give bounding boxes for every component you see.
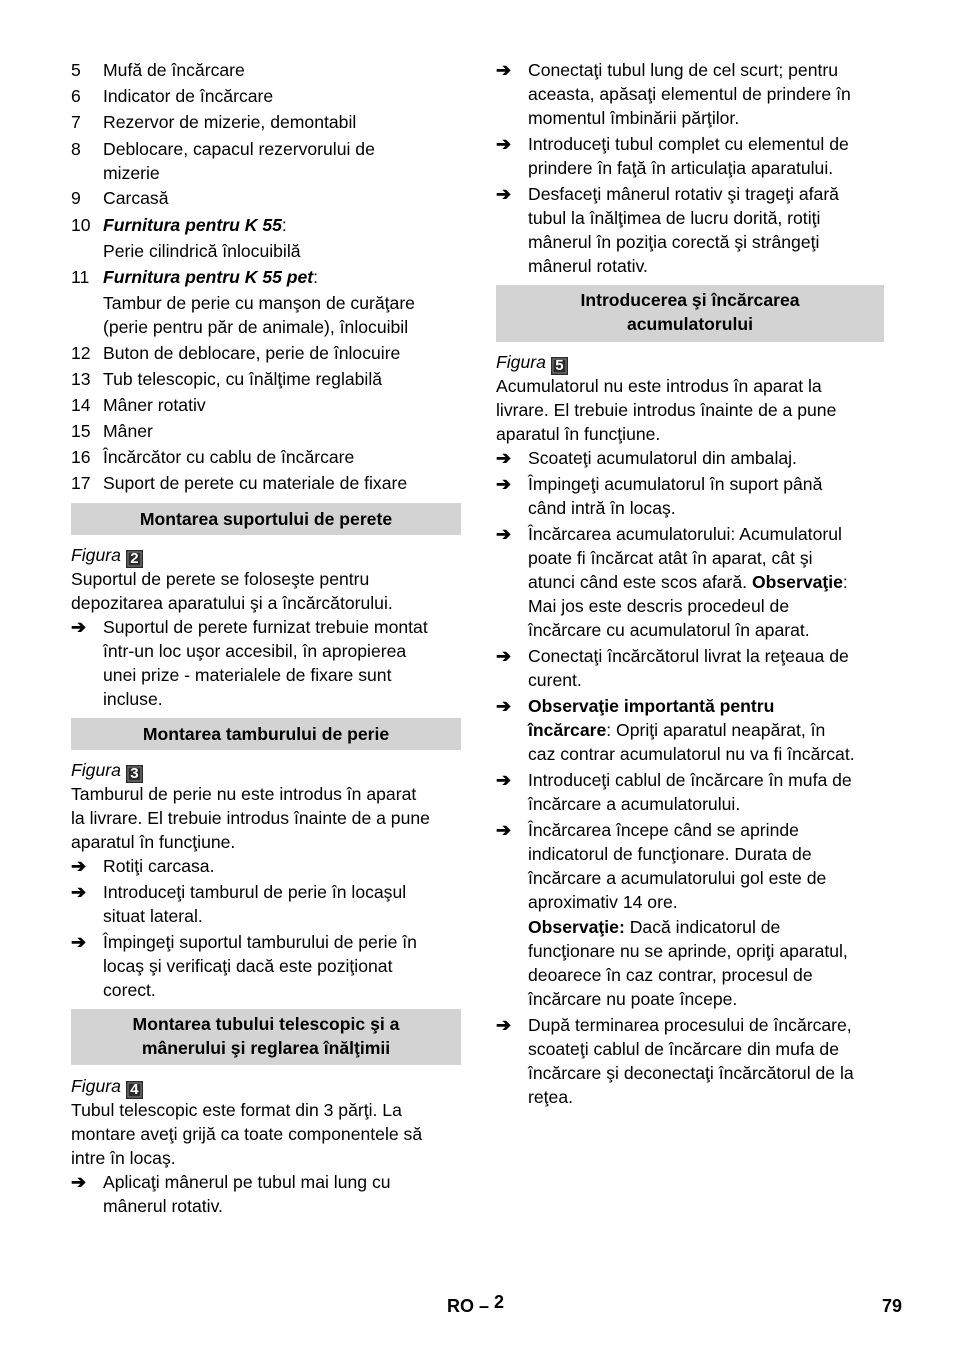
item-text: Tub telescopic, cu înălţime reglabilă xyxy=(103,369,383,389)
bullet-text: indicatorul de funcţionare. Durata de xyxy=(528,844,812,864)
item-number: 14 xyxy=(71,395,91,415)
paragraph: aparatul în funcţiune. xyxy=(71,832,236,852)
bullet-text-bold: Observaţie xyxy=(751,572,843,592)
bullet-text-part: atunci când este scos afară. xyxy=(528,572,752,592)
bullet-text: Suportul de perete furnizat trebuie montat xyxy=(103,617,428,637)
bullet-text: încărcare şi deconectaţi încărcătorul de la xyxy=(528,1063,854,1083)
right-arrow-icon: ➔ xyxy=(496,474,512,494)
section-heading xyxy=(71,1009,461,1065)
bullet-text: Împingeţi acumulatorul în suport până xyxy=(528,474,823,494)
item-number: 7 xyxy=(71,112,81,132)
item-text: (perie pentru păr de animale), înlocuibil xyxy=(103,317,409,337)
bullet-text: prindere în faţă în articulaţia aparatului. xyxy=(528,158,834,178)
right-arrow-icon: ➔ xyxy=(71,856,87,876)
bullet-text: incluse. xyxy=(103,689,163,709)
figure-label: Figura xyxy=(71,545,121,565)
item-bold: Furnitura pentru K 55 xyxy=(103,215,282,235)
item-text: Mâner rotativ xyxy=(103,395,206,415)
bullet-text: Conectaţi încărcătorul livrat la reţeaua de xyxy=(528,646,849,666)
figure-label: Figura xyxy=(71,1076,121,1096)
figure-ref xyxy=(71,543,143,567)
item-number: 6 xyxy=(71,86,81,106)
item-text: Indicator de încărcare xyxy=(103,86,274,106)
bullet-text: scoateţi cablul de încărcare din mufa de xyxy=(528,1039,840,1059)
bullet-text: Aplicaţi mânerul pe tubul mai lung cu xyxy=(103,1172,391,1192)
item-colon: : xyxy=(313,267,319,287)
item-colon: : xyxy=(281,215,287,235)
bullet-text: Rotiţi carcasa. xyxy=(103,856,215,876)
bullet-text: într-un loc uşor accesibil, în apropierea xyxy=(103,641,407,661)
right-arrow-icon: ➔ xyxy=(71,1172,87,1192)
bullet-text-part: : Opriţi aparatul neapărat, în xyxy=(606,720,826,740)
figure-number-badge: 5 xyxy=(551,357,568,375)
bullet-text: Introduceţi cablul de încărcare în mufa de xyxy=(528,770,852,790)
right-arrow-icon: ➔ xyxy=(496,646,512,666)
item-text: mizerie xyxy=(103,163,160,183)
bullet-text: corect. xyxy=(103,980,156,1000)
bullet-text: Conectaţi tubul lung de cel scurt; pentru xyxy=(528,60,839,80)
bullet-text: mânerul rotativ. xyxy=(103,1196,223,1216)
bullet-text: încărcare a acumulatorului. xyxy=(528,794,741,814)
bullet-text: Mai jos este descris procedeul de xyxy=(528,596,790,616)
page-number: 79 xyxy=(882,1296,903,1316)
item-text: Mufă de încărcare xyxy=(103,60,245,80)
paragraph: intre în locaş. xyxy=(71,1148,176,1168)
section-heading: Montarea tamburului de perie xyxy=(71,718,461,750)
item-number: 8 xyxy=(71,139,81,159)
right-arrow-icon: ➔ xyxy=(496,134,512,154)
right-arrow-icon: ➔ xyxy=(71,617,87,637)
bullet-text: caz contrar acumulatorul nu va fi încărcat. xyxy=(528,744,855,764)
bullet-text: unei prize - materialele de fixare sunt xyxy=(103,665,392,685)
note-text: funcţionare nu se aprinde, opriţi aparatul, xyxy=(528,941,848,961)
bullet-text: Introduceţi tubul complet cu elementul de xyxy=(528,134,849,154)
item-number: 9 xyxy=(71,188,81,208)
figure-ref xyxy=(71,758,143,782)
right-arrow-icon: ➔ xyxy=(496,820,512,840)
bullet-text: momentul îmbinării părţilor. xyxy=(528,108,740,128)
bullet-text: situat lateral. xyxy=(103,906,203,926)
bullet-text: curent. xyxy=(528,670,582,690)
item-number: 13 xyxy=(71,369,91,389)
right-arrow-icon: ➔ xyxy=(496,696,512,716)
item-number: 17 xyxy=(71,473,91,493)
bullet-text: când intră în locaş. xyxy=(528,498,676,518)
bullet-text: După terminarea procesului de încărcare, xyxy=(528,1015,852,1035)
note-text: încărcare nu poate începe. xyxy=(528,989,738,1009)
paragraph: la livrare. El trebuie introdus înainte de a pune xyxy=(71,808,430,828)
note-text xyxy=(528,915,780,939)
section-heading: Montarea suportului de perete xyxy=(71,503,461,535)
section-heading-line: acumulatorului xyxy=(626,314,754,334)
item-number: 15 xyxy=(71,421,91,441)
bullet-text: tubul la înălţimea de lucru dorită, rotiţi xyxy=(528,208,821,228)
item-number: 10 xyxy=(71,215,91,235)
figure-label: Figura xyxy=(496,352,546,372)
item-text: Încărcător cu cablu de încărcare xyxy=(103,447,355,467)
right-arrow-icon: ➔ xyxy=(496,524,512,544)
bullet-text: Împingeţi suportul tamburului de perie în xyxy=(103,932,417,952)
item-text: Tambur de perie cu manşon de curăţare xyxy=(103,293,415,313)
bullet-text: încărcare a acumulatorului gol este de xyxy=(528,868,827,888)
bullet-text: poate fi încărcat atât în aparat, cât şi xyxy=(528,548,813,568)
figure-label: Figura xyxy=(71,760,121,780)
note-label: Observaţie: xyxy=(528,917,625,937)
footer-lang: RO xyxy=(447,1296,474,1316)
bullet-text: Observaţie importantă pentru xyxy=(528,696,775,716)
right-arrow-icon: ➔ xyxy=(496,60,512,80)
item-text xyxy=(103,213,287,237)
item-text: Deblocare, capacul rezervorului de xyxy=(103,139,375,159)
item-number: 5 xyxy=(71,60,81,80)
bullet-text-part: : xyxy=(842,572,848,592)
bullet-text-bold: încărcare xyxy=(528,720,607,740)
paragraph: montare aveţi grijă ca toate componentele să xyxy=(71,1124,423,1144)
right-arrow-icon: ➔ xyxy=(496,1015,512,1035)
item-text: Carcasă xyxy=(103,188,169,208)
footer-section: 2 xyxy=(494,1292,505,1312)
bullet-text: Introduceţi tamburul de perie în locaşul xyxy=(103,882,407,902)
note-text: deoarece în caz contrar, procesul de xyxy=(528,965,813,985)
bullet-text: Desfaceţi mânerul rotativ şi trageţi afară xyxy=(528,184,839,204)
bullet-text: Încărcarea acumulatorului: Acumulatorul xyxy=(528,524,842,544)
item-text xyxy=(103,265,318,289)
item-text: Rezervor de mizerie, demontabil xyxy=(103,112,357,132)
item-bold: Furnitura pentru K 55 pet xyxy=(103,267,314,287)
figure-number-badge: 4 xyxy=(126,1081,143,1099)
section-heading-line: Introducerea şi încărcarea xyxy=(580,290,800,310)
bullet-text: mânerul în poziţia corectă şi strângeţi xyxy=(528,232,820,252)
bullet-text: încărcare cu acumulatorul în aparat. xyxy=(528,620,810,640)
paragraph: aparatul în funcţiune. xyxy=(496,424,661,444)
paragraph: Acumulatorul nu este introdus în aparat la xyxy=(496,376,822,396)
section-heading xyxy=(496,285,884,342)
footer-section-marker xyxy=(447,1292,505,1317)
bullet-text: locaş şi verificaţi dacă este poziţionat xyxy=(103,956,393,976)
bullet-text xyxy=(528,570,848,594)
item-number: 12 xyxy=(71,343,91,363)
figure-ref xyxy=(71,1074,143,1098)
right-arrow-icon: ➔ xyxy=(71,882,87,902)
paragraph: livrare. El trebuie introdus înainte de a pune xyxy=(496,400,837,420)
bullet-text: aproximativ 14 ore. xyxy=(528,892,678,912)
bullet-text: mânerul rotativ. xyxy=(528,256,648,276)
right-arrow-icon: ➔ xyxy=(71,932,87,952)
section-heading-line: Montarea tubului telescopic şi a xyxy=(132,1014,400,1034)
item-text: Perie cilindrică înlocuibilă xyxy=(103,241,301,261)
figure-number-badge: 3 xyxy=(126,765,143,783)
paragraph: Suportul de perete se foloseşte pentru xyxy=(71,569,370,589)
paragraph: Tamburul de perie nu este introdus în aparat xyxy=(71,784,417,804)
item-number: 16 xyxy=(71,447,91,467)
footer-dash: – xyxy=(479,1296,490,1316)
bullet-text xyxy=(528,718,825,742)
bullet-text: reţea. xyxy=(528,1087,573,1107)
section-heading-line: mânerului şi reglarea înălţimii xyxy=(141,1038,391,1058)
right-arrow-icon: ➔ xyxy=(496,184,512,204)
right-arrow-icon: ➔ xyxy=(496,448,512,468)
bullet-text: aceasta, apăsaţi elementul de prindere în xyxy=(528,84,851,104)
item-text: Buton de deblocare, perie de înlocuire xyxy=(103,343,401,363)
figure-ref xyxy=(496,350,568,374)
paragraph: Tubul telescopic este format din 3 părţi. La xyxy=(71,1100,402,1120)
paragraph: depozitarea aparatului şi a încărcătorului. xyxy=(71,593,393,613)
right-arrow-icon: ➔ xyxy=(496,770,512,790)
figure-number-badge: 2 xyxy=(126,550,143,568)
bullet-text: Încărcarea începe când se aprinde xyxy=(528,820,799,840)
item-text: Mâner xyxy=(103,421,153,441)
bullet-text: Scoateţi acumulatorul din ambalaj. xyxy=(528,448,797,468)
note-text-part: Dacă indicatorul de xyxy=(624,917,781,937)
item-text: Suport de perete cu materiale de fixare xyxy=(103,473,408,493)
item-number: 11 xyxy=(71,267,90,287)
